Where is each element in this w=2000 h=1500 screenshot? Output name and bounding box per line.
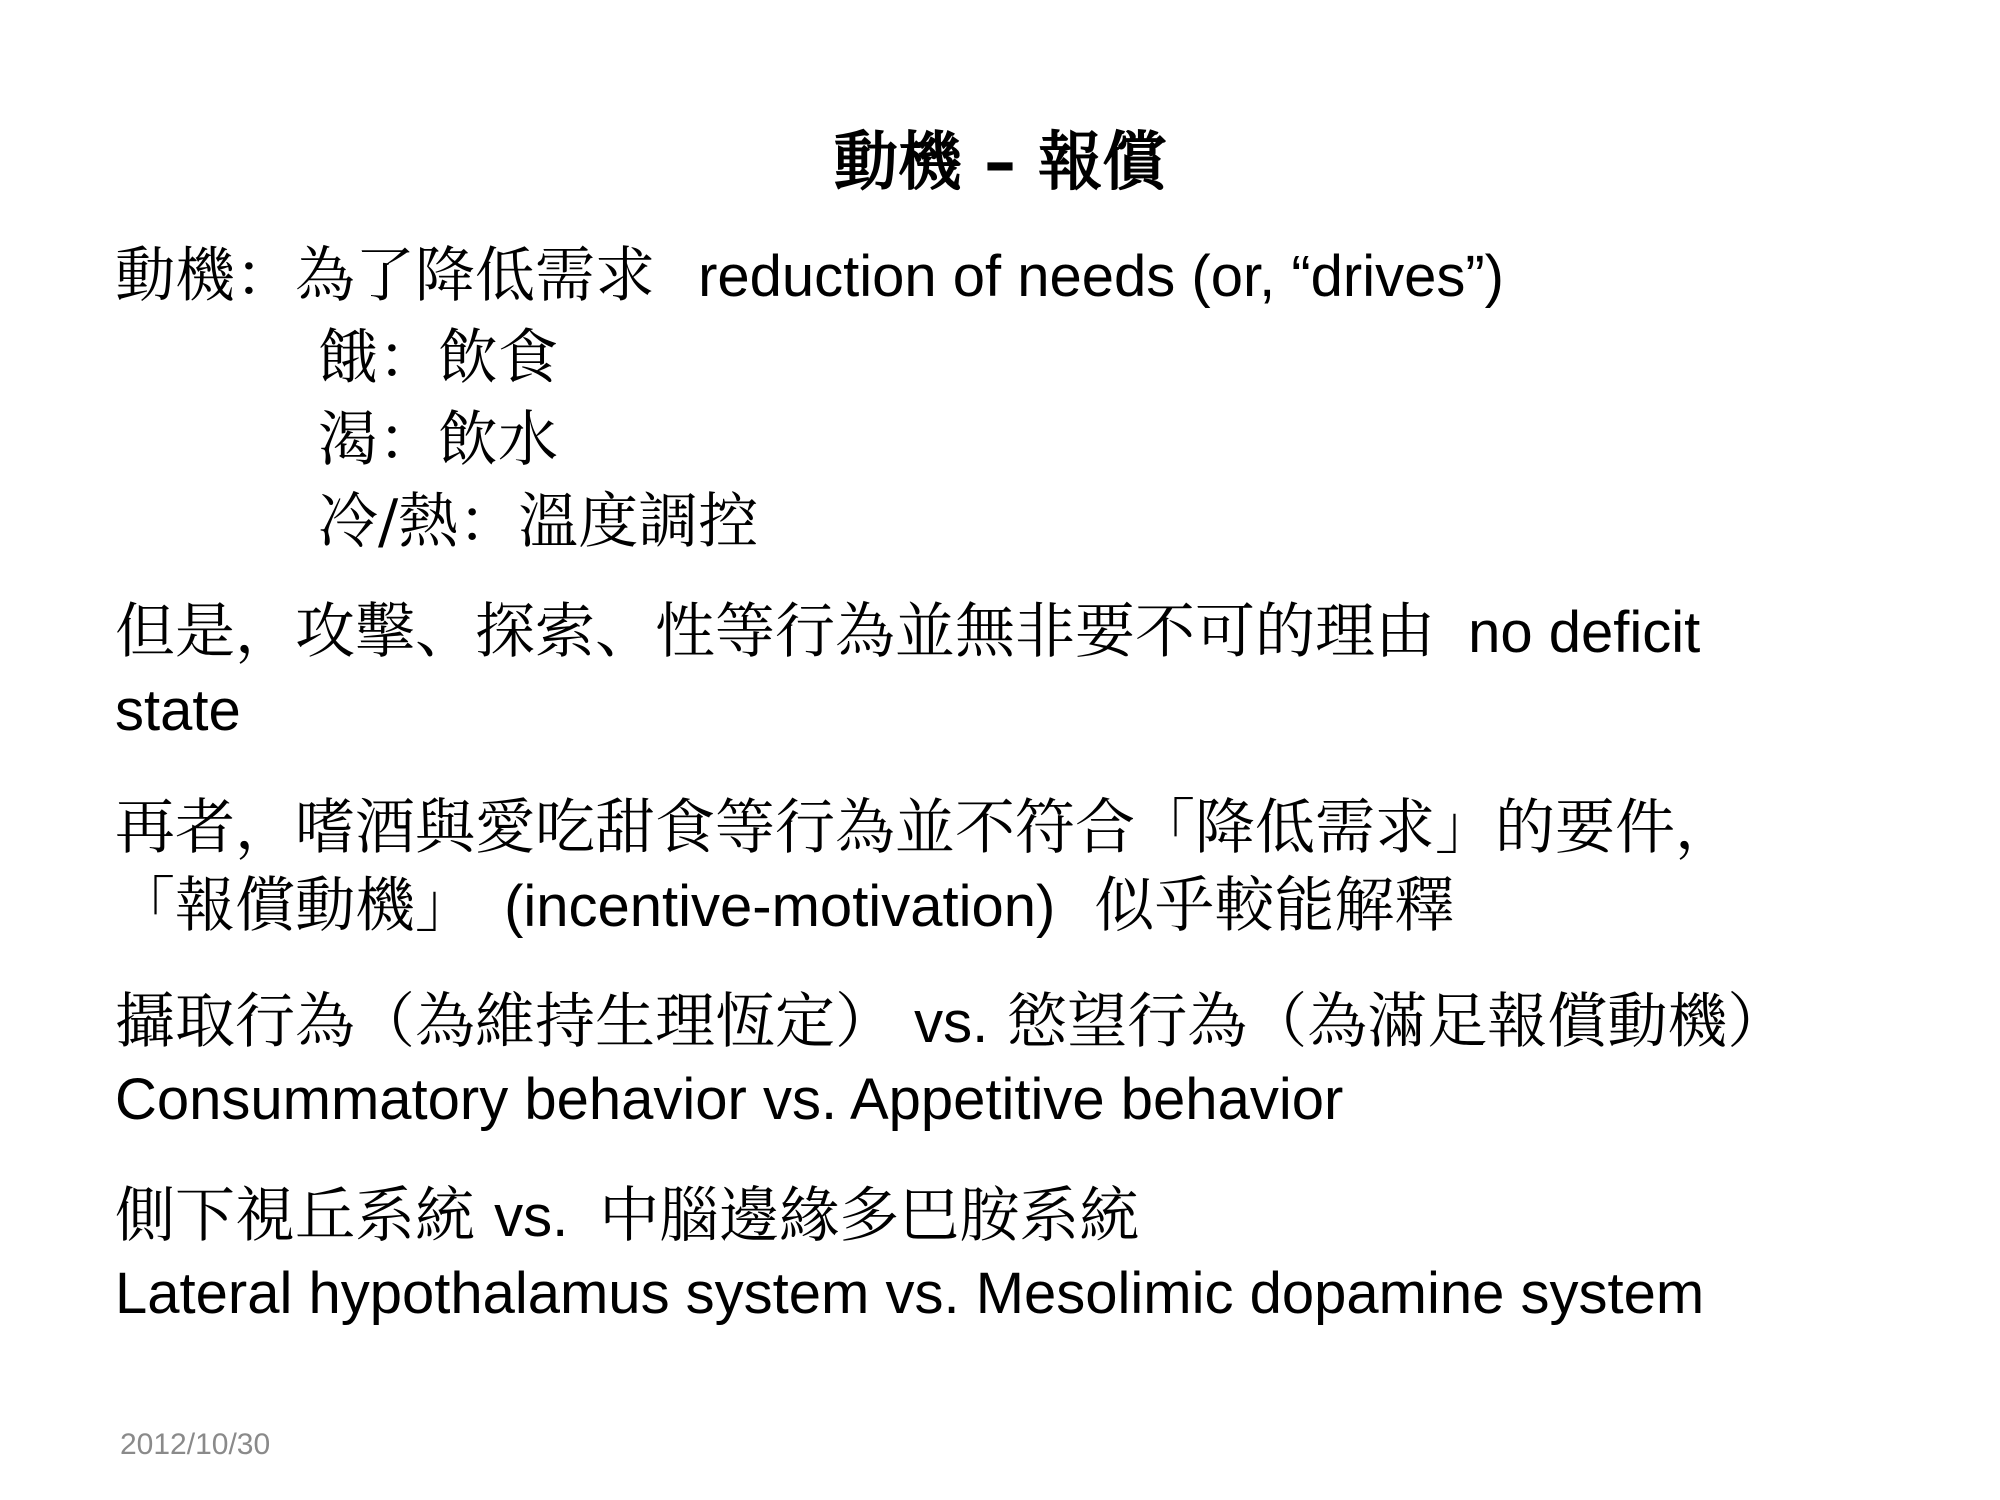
appetitive-zh: 慾望行為（為滿足報償動機） <box>1007 987 1788 1057</box>
system-zh-line <box>115 1178 1139 1255</box>
lateral-hypothalamus-zh: 側下視丘系統 <box>115 1181 475 1251</box>
consummatory-zh: 攝取行為（為維持生理恆定） <box>115 987 895 1057</box>
no-deficit-line <box>115 594 1700 671</box>
slide-date: 2012/10/30 <box>120 1428 271 1461</box>
motivation-zh: 動機：為了降低需求 <box>115 241 655 311</box>
vs-label-1: vs. <box>914 990 989 1055</box>
system-en-line: Lateral hypothalamus system vs. Mesolimic dopamine system <box>115 1261 1705 1326</box>
thirst-line: 渴：飲水 <box>318 405 558 475</box>
motivation-line <box>115 238 1504 315</box>
vs-label-2: vs. <box>494 1184 569 1249</box>
temperature-line: 冷/熱：溫度調控 <box>318 487 759 557</box>
state-line <box>115 672 241 749</box>
slide-title: 動機 – 報償 <box>833 126 1167 200</box>
behavior-en-line: Consummatory behavior vs. Appetitive behavior <box>115 1067 1344 1132</box>
incentive-line <box>115 868 1454 945</box>
incentive-en: (incentive-motivation) <box>504 874 1056 939</box>
furthermore-line: 再者，嗜酒與愛吃甜食等行為並不符合「降低需求」的要件， <box>115 793 1735 863</box>
no-deficit-en: no deficit <box>1468 600 1701 665</box>
state-en: state <box>115 678 241 743</box>
incentive-zh-b: 似乎較能解釋 <box>1094 871 1455 941</box>
incentive-zh-a: 「報償動機」 <box>115 871 475 941</box>
mesolimbic-zh: 中腦邊緣多巴胺系統 <box>599 1181 1140 1251</box>
motivation-en: reduction of needs (or, “drives”) <box>698 244 1504 309</box>
hunger-line: 餓：飲食 <box>318 323 558 393</box>
behavior-zh-line <box>115 984 1787 1061</box>
no-deficit-zh: 但是，攻擊、探索、性等行為並無非要不可的理由 <box>115 597 1435 667</box>
